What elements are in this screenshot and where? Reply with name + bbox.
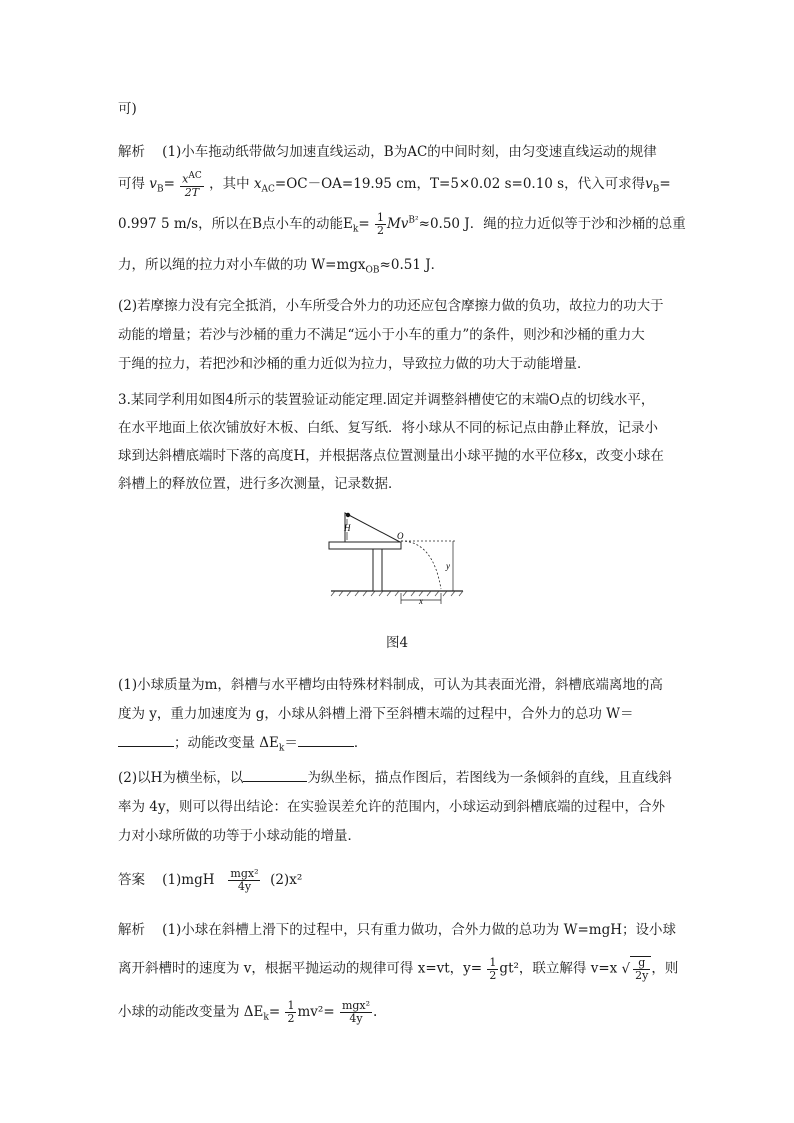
- analysis1-line2: 可得 $v_B=$ $\frac{x^{AC}}{2T}$ ，其中 $x_{AC}=OC-OA=19.95$ cm，T=5×0.02 s=0.10 s，代入可求得$v_B=$: [118, 171, 671, 199]
- label-x: x: [419, 596, 423, 606]
- sub1-line2: 度为 y，重力加速度为 g，小球从斜槽上滑下至斜槽末端的过程中，合外力的总功 W＝: [118, 706, 634, 722]
- analysis2-half-den: 2: [489, 968, 497, 982]
- analysis2-result-num: mgx²: [341, 999, 371, 1012]
- analysis2-half-2: $\frac{1}{2}$: [287, 999, 295, 1025]
- answer-blank-y-axis[interactable]: [243, 771, 307, 782]
- table-top: [329, 542, 401, 549]
- answer-part1: (1)mgH: [162, 872, 215, 888]
- analysis2-text3b: =: [268, 1004, 281, 1020]
- vb-sub-2: B: [652, 184, 660, 195]
- table-leg: [373, 549, 382, 591]
- answer-blank-ek[interactable]: [298, 736, 354, 747]
- sqrt-num: g: [633, 957, 650, 970]
- analysis1-text3b: =: [358, 216, 370, 232]
- analysis1-p2-line3: 于绳的拉力，若把沙和沙桶的重力近似为拉力，导致拉力做的功大于动能增量．: [118, 356, 591, 372]
- answer-fraction: [228, 868, 260, 893]
- analysis1-text3a: 0.997 5 m/s，所以在B点小车的动能E: [118, 216, 353, 232]
- analysis2-line2: [118, 956, 678, 982]
- q3-line2: 在水平地面上依次铺放好木板、白纸、复写纸．将小球从不同的标记点由静止释放，记录小: [118, 420, 658, 436]
- q3-line3: 球到达斜槽底端时下落的高度H，并根据落点位置测量出小球平抛的水平位移x，改变小球在: [118, 448, 664, 464]
- analysis1-text2e: =OC－OA=19.95 cm，T=5×0.02 s=0.10 s，代入可求得: [274, 175, 646, 192]
- analysis1-p2-line2: 动能的增量；若沙与沙桶的重力不满足“远小于小车的重力”的条件，则沙和沙桶的重力大: [118, 327, 645, 343]
- analysis2-text2b: gt²，联立解得 v=x: [499, 960, 618, 977]
- analysis1-text4: 力，所以绳的拉力对小车做的功 W=mgx: [118, 257, 366, 273]
- answer-frac-den: 4y: [237, 880, 252, 893]
- xac-symbol: x: [253, 175, 262, 192]
- analysis2-text3a: 小球的动能改变量为 ΔE: [118, 1004, 264, 1020]
- analysis2-text3d: .: [373, 1004, 378, 1020]
- sub2-line3: 力对小球所做的功等于小球动能的增量．: [118, 828, 361, 844]
- analysis2-result-den: 4y: [349, 1012, 363, 1025]
- sub1-text3c: ．: [353, 735, 368, 751]
- ramp: [345, 513, 400, 542]
- half-fraction: [375, 212, 386, 237]
- analysis2-text1: (1)小球在斜槽上滑下的过程中，只有重力做功，合外力做的总功为 W=mgH；设小球: [162, 922, 676, 938]
- analysis1-line1: [118, 140, 657, 160]
- analysis2-text3c: mv²=: [297, 1004, 335, 1020]
- q3-line4: 斜槽上的释放位置，进行多次测量，记录数据．: [118, 476, 402, 492]
- vb-sub: B: [156, 184, 164, 195]
- q3-line1: 3.某同学利用如图4所示的装置验证动能定理.固定并调整斜槽使它的末端O点的切线水平，: [118, 392, 655, 408]
- sub1-text3a: ；动能改变量 ΔE: [174, 735, 279, 751]
- xac-sub: AC: [261, 184, 275, 195]
- analysis1-text3d: ≈0.50 J．绳的拉力近似等于沙和沙桶的总重: [418, 216, 686, 232]
- analysis1-text2b: ，其中: [209, 175, 250, 192]
- vb-symbol: v: [149, 175, 157, 192]
- label-H: H: [344, 523, 351, 533]
- mv-term: Mv: [386, 216, 409, 232]
- top-fragment: 可): [118, 101, 137, 117]
- sqrt-expression: √ $\frac{g}{2y}$: [622, 956, 652, 982]
- analysis2-half: [487, 957, 498, 982]
- analysis2-half-num: 1: [489, 955, 497, 969]
- sub2-line1: [118, 766, 672, 786]
- analysis1-text2a: 可得: [118, 175, 145, 192]
- analysis2-text2a: 离开斜槽时的速度为 v，根据平抛运动的规律可得 x=vt，y=: [118, 960, 483, 977]
- half-den: 2: [376, 224, 384, 237]
- figure-caption: 图4: [385, 635, 409, 651]
- analysis1-text1: (1)小车拖动纸带做匀加速直线运动，B为AC的中间时刻，由匀变速直线运动的规律: [162, 144, 657, 160]
- analysis2-text2c: ，则: [651, 960, 679, 977]
- analysis2-label: 解析: [118, 922, 145, 938]
- analysis1-line4: [118, 253, 444, 276]
- analysis-label: 解析: [118, 144, 145, 160]
- answer-part2: (2)x²: [270, 872, 303, 888]
- analysis2-result-fraction: [340, 1000, 372, 1025]
- analysis2-line1: [118, 918, 676, 938]
- vb-symbol-2: v: [645, 175, 653, 192]
- sub1-ek-sub: k: [278, 743, 285, 754]
- sub2-line2: 率为 4y，则可以得出结论：在实验误差允许的范围内，小球运动到斜槽底端的过程中，合外: [118, 799, 666, 815]
- ground-hatch: [331, 591, 463, 596]
- ball: [346, 513, 350, 517]
- xob-sub: OB: [365, 265, 380, 276]
- analysis2-ek-sub: k: [263, 1012, 269, 1023]
- answer-line: [118, 868, 302, 893]
- vb-eq: =: [163, 175, 175, 192]
- trajectory: [401, 541, 441, 589]
- vb-frac-num-sup: AC: [188, 171, 202, 181]
- half-num: 1: [376, 211, 384, 224]
- vb-fraction: [180, 170, 204, 199]
- mv-sup: B²: [408, 215, 419, 226]
- vb-frac-num: x: [182, 172, 189, 186]
- apparatus-figure: [325, 505, 475, 610]
- analysis1-p2-line1: (2)若摩擦力没有完全抵消，小车所受合外力的功还应包含摩擦力做的负功，故拉力的功大于: [118, 298, 664, 314]
- answer-frac-num: mgx²: [230, 867, 259, 880]
- sub2-text1b: 为纵坐标，描点作图后，若图线为一条倾斜的直线，且直线斜: [307, 770, 672, 786]
- sqrt-den: 2y: [635, 969, 649, 982]
- analysis1-text4b: ≈0.51 J．: [379, 257, 445, 273]
- label-y: y: [446, 561, 450, 571]
- answer-blank-work[interactable]: [118, 736, 174, 747]
- vb-frac-den: 2T: [184, 185, 200, 199]
- analysis2-line3: [118, 1000, 377, 1025]
- sub1-text3b: ＝: [284, 735, 298, 751]
- answer-label: 答案: [118, 872, 145, 888]
- sub1-line3: [118, 731, 367, 754]
- sub2-text1a: (2)以H为横坐标，以: [118, 770, 244, 786]
- ek-sub: k: [352, 224, 359, 235]
- sub1-line1: (1)小球质量为m，斜槽与水平槽均由特殊材料制成，可认为其表面光滑，斜槽底端离地的高: [118, 677, 663, 693]
- label-O: O: [397, 531, 404, 541]
- analysis1-line3: [118, 212, 686, 237]
